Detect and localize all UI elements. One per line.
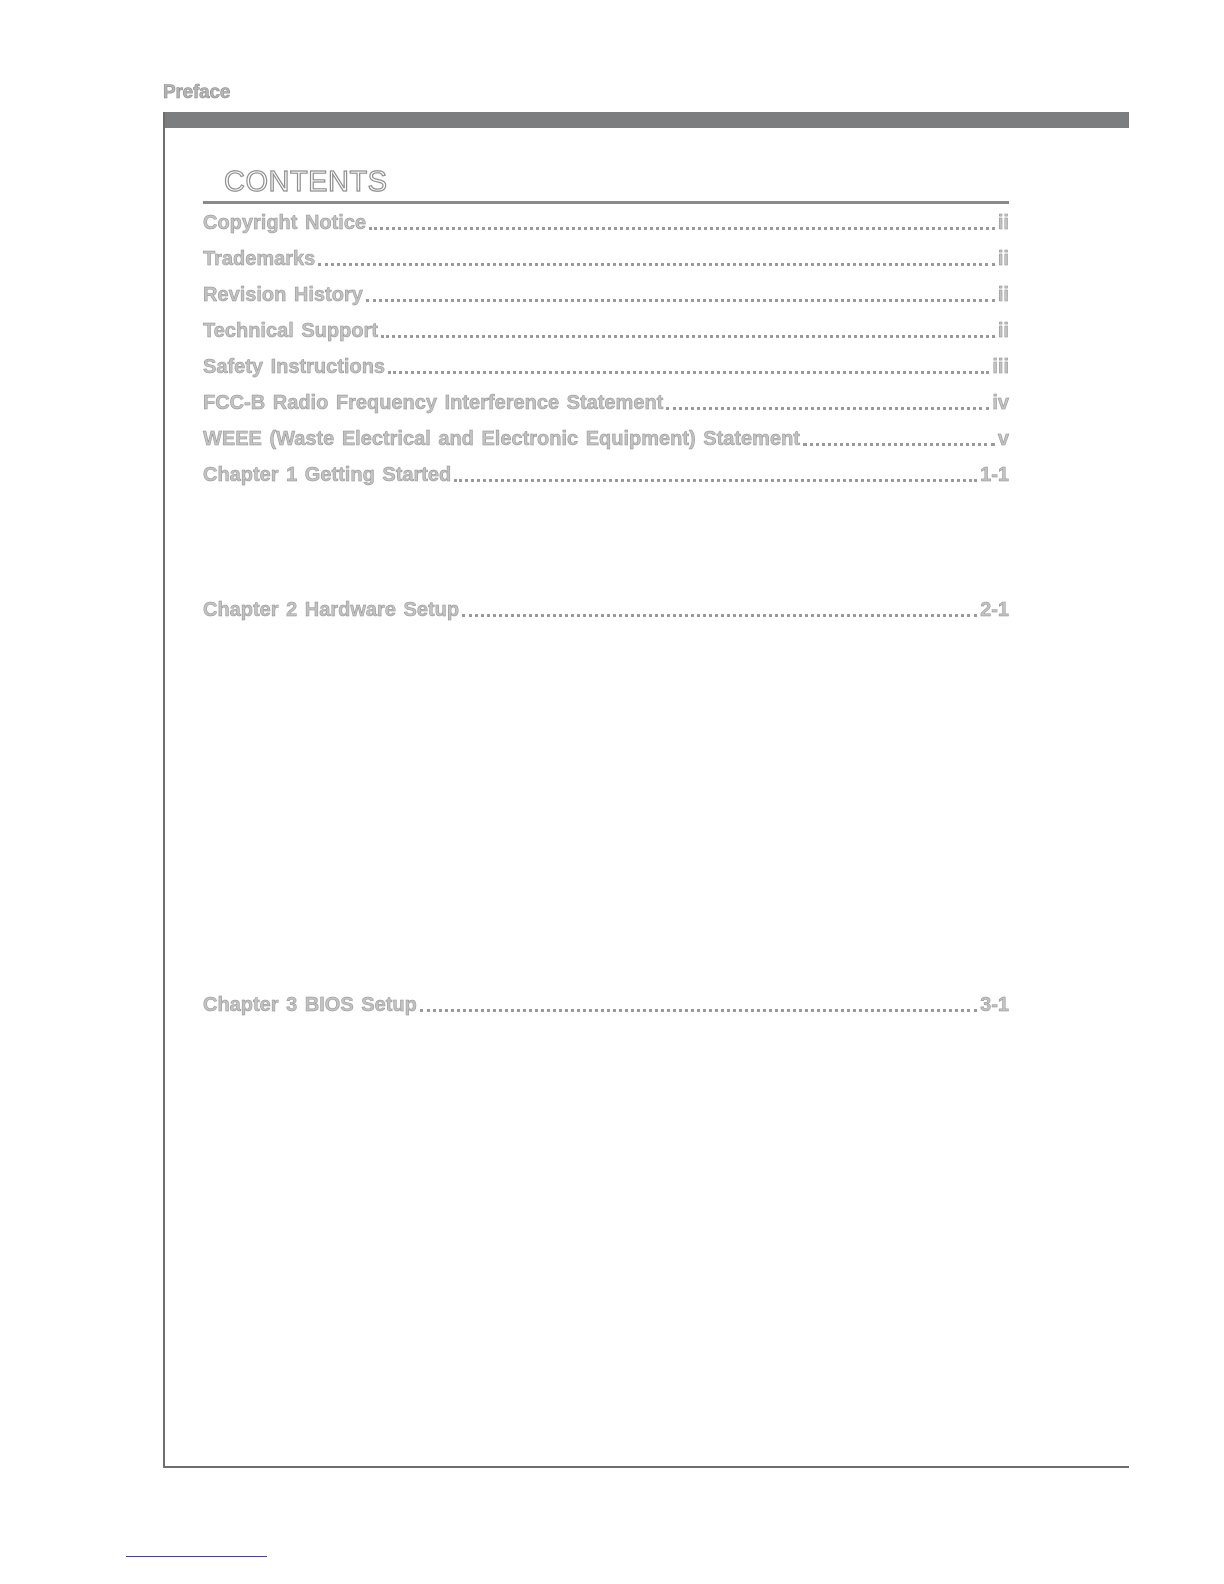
toc-entry-trademarks[interactable] — [203, 241, 1009, 271]
toc-leader-dots — [420, 1009, 977, 1012]
toc-entry-page: iv — [992, 392, 1009, 414]
header-bar — [163, 112, 1129, 128]
toc-entry-title: Trademarks — [203, 248, 316, 270]
toc-entry-page: iii — [992, 356, 1009, 378]
toc-entry-title: Chapter 3 BIOS Setup — [203, 994, 417, 1016]
toc-entry-title: Safety Instructions — [203, 356, 386, 378]
page-bottom-border — [163, 1466, 1129, 1468]
toc-entry-chapter-1[interactable] — [203, 457, 1009, 487]
page-left-border — [163, 112, 165, 1468]
section-label: Preface — [163, 82, 231, 103]
toc-entry-page: v — [997, 428, 1009, 450]
toc-leader-dots — [388, 371, 989, 374]
toc-entry-page: ii — [997, 212, 1009, 234]
footer-link-underline[interactable] — [126, 1556, 267, 1557]
toc-entry-weee-statement[interactable] — [203, 421, 1009, 451]
toc-leader-dots — [666, 407, 989, 410]
toc-entry-title: Chapter 1 Getting Started — [203, 464, 452, 486]
toc-entry-revision-history[interactable] — [203, 277, 1009, 307]
toc-entry-copyright-notice[interactable] — [203, 205, 1009, 235]
toc-leader-dots — [369, 227, 995, 230]
toc-entry-title: Revision History — [203, 284, 363, 306]
contents-title: CONTENTS — [224, 166, 388, 198]
toc-leader-dots — [803, 443, 995, 446]
toc-entry-title: Chapter 2 Hardware Setup — [203, 599, 460, 621]
toc-entry-page: ii — [997, 248, 1009, 270]
toc-entry-page: 1-1 — [980, 464, 1009, 486]
toc-leader-dots — [381, 335, 995, 338]
toc-entry-technical-support[interactable] — [203, 313, 1009, 343]
toc-entry-safety-instructions[interactable] — [203, 349, 1009, 379]
toc-leader-dots — [454, 479, 977, 482]
toc-entry-page: 2-1 — [980, 599, 1009, 621]
toc-entry-title: WEEE (Waste Electrical and Electronic Equipment) Statement — [203, 428, 800, 450]
toc-entry-title: Copyright Notice — [203, 212, 367, 234]
toc-leader-dots — [462, 614, 977, 617]
toc-entry-title: Technical Support — [203, 320, 378, 342]
contents-title-underline — [203, 201, 1009, 204]
toc-entry-chapter-2[interactable] — [203, 592, 1009, 622]
toc-leader-dots — [318, 263, 995, 266]
toc-leader-dots — [366, 299, 995, 302]
toc-entry-fcc-b-statement[interactable] — [203, 385, 1009, 415]
toc-entry-title: FCC-B Radio Frequency Interference Statement — [203, 392, 664, 414]
toc-entry-page: ii — [997, 284, 1009, 306]
toc-entry-page: ii — [997, 320, 1009, 342]
toc-entry-chapter-3[interactable] — [203, 987, 1009, 1017]
toc-entry-page: 3-1 — [980, 994, 1009, 1016]
